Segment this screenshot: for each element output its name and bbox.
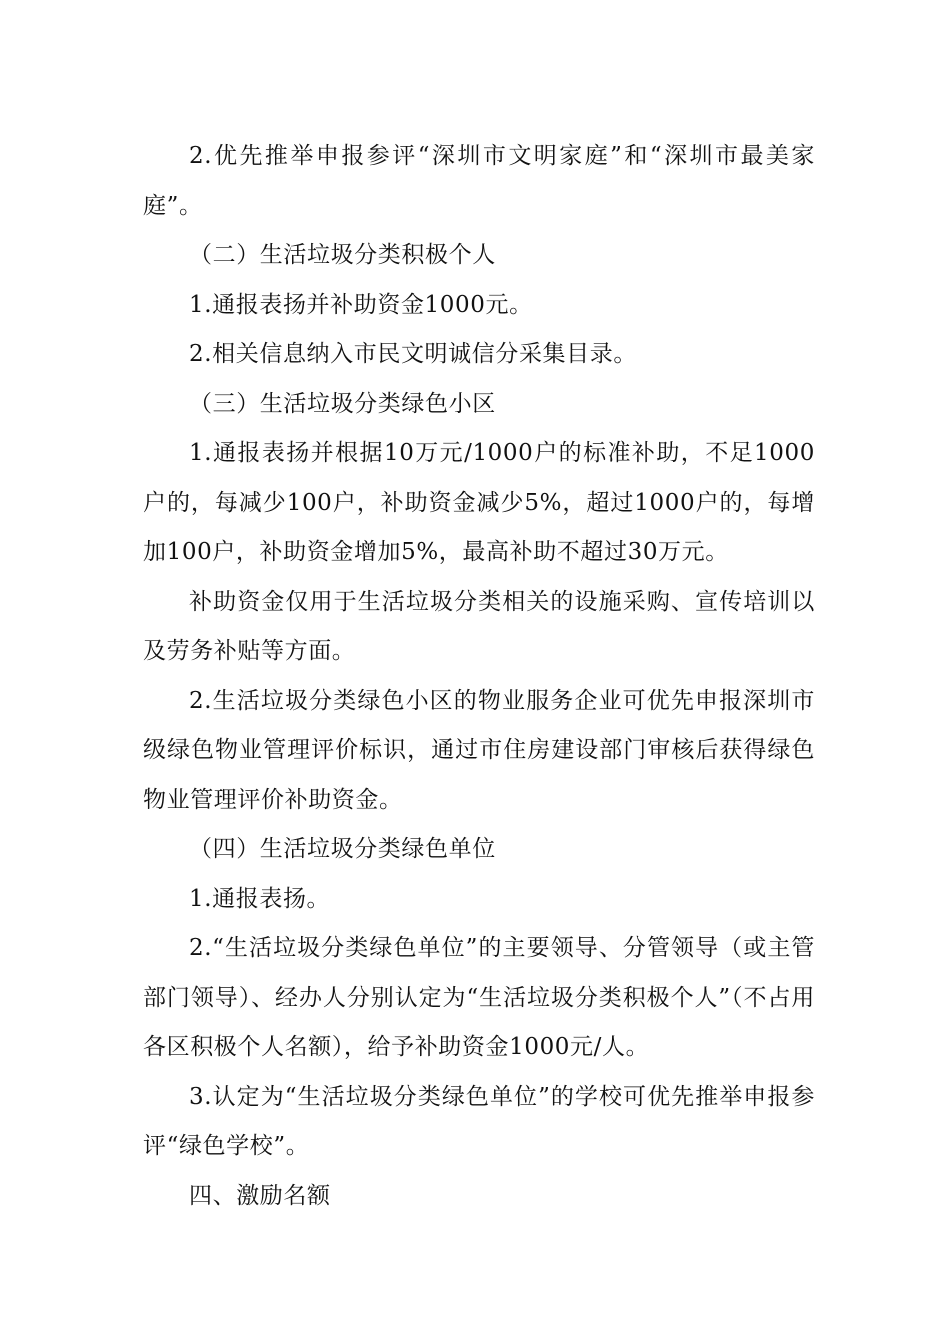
- paragraph-individual-subsidy: 1.通报表扬并补助资金1000元。: [189, 291, 533, 318]
- section-heading-active-individual: （二）生活垃圾分类积极个人: [189, 242, 496, 268]
- paragraph-community-subsidy: 1.通报表扬并根据10万元/1000户的标准补助，不足1000户的，每减少100户，补助资金减少5%，超过1000户的，每增加100户，补助资金增加5%，最高补助不超过30万元。: [143, 440, 815, 565]
- section-heading-quota: 四、激励名额: [189, 1182, 331, 1209]
- document-body: [143, 132, 815, 1221]
- paragraph-unit-praise: 1.通报表扬。: [189, 885, 331, 912]
- paragraph-unit-leaders: 2.“生活垃圾分类绿色单位”的主要领导、分管领导（或主管部门领导）、经办人分别认定为“生活垃圾分类积极个人”（不占用各区积极个人名额），给予补助资金1000元/人。: [143, 935, 815, 1060]
- paragraph-subsidy-usage: 补助资金仅用于生活垃圾分类相关的设施采购、宣传培训以及劳务补贴等方面。: [143, 588, 815, 664]
- paragraph-green-school: 3.认定为“生活垃圾分类绿色单位”的学校可优先推举申报参评“绿色学校”。: [143, 1083, 815, 1159]
- paragraph-individual-credit: 2.相关信息纳入市民文明诚信分采集目录。: [189, 341, 637, 367]
- paragraph-property-management: 2.生活垃圾分类绿色小区的物业服务企业可优先申报深圳市级绿色物业管理评价标识，通过市住房建设部门审核后获得绿色物业管理评价补助资金。: [143, 687, 815, 813]
- section-heading-green-community: （三）生活垃圾分类绿色小区: [189, 390, 496, 417]
- section-heading-green-unit: （四）生活垃圾分类绿色单位: [189, 836, 496, 862]
- paragraph-family-recommendation: 2.优先推举申报参评“深圳市文明家庭”和“深圳市最美家庭”。: [143, 143, 815, 219]
